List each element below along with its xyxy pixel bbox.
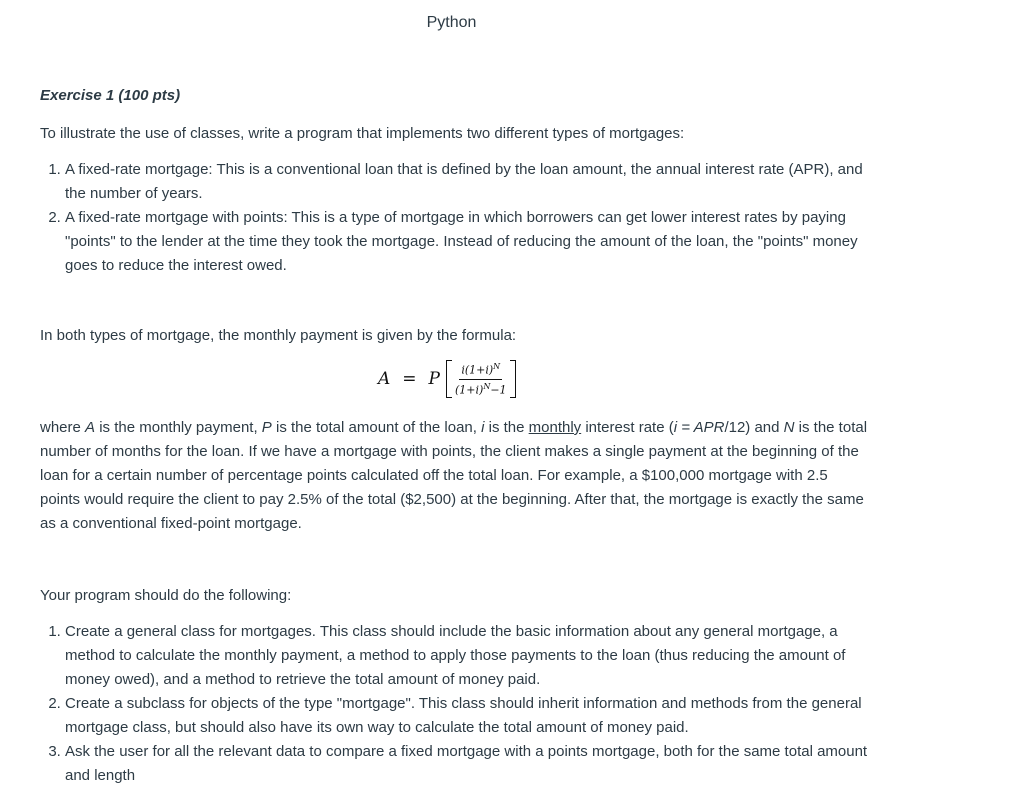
list-item: 1. Create a general class for mortgages. This class should include the basic information about any general mortgage, a method to calculate the monthly payment, a method to apply those payments to the loan (thus reducing the amount of money owed), and a method to retrieve the total amount of money paid. (65, 620, 870, 692)
intro-paragraph: To illustrate the use of classes, write a program that implements two different types of mortgages: (40, 125, 685, 142)
formula-numerator: $i(1+i)^N$ (459, 362, 502, 380)
exercise-heading: Exercise 1 (100 pts) (40, 87, 181, 104)
formula-denominator: $(1+i)^N-1$ (454, 381, 507, 397)
formula-bracket (446, 360, 516, 398)
list-item: 1. A fixed-rate mortgage: This is a conventional loan that is defined by the loan amount, the annual interest rate (APR), and the number of years. (65, 158, 870, 206)
page-title: Python (426, 14, 477, 31)
formula-lhs: A (378, 369, 391, 389)
list-item: 2. A fixed-rate mortgage with points: This is a type of mortgage in which borrowers can get lower interest rates by paying "points" to the lender at the time they took the mortgage. Instead of reducing the amount of the loan, the "points" money goes to reduce the interest owed. (65, 206, 870, 278)
formula-p: P (428, 369, 440, 389)
tasks-list (40, 620, 870, 788)
payment-formula (40, 354, 870, 404)
formula-description: where A is the monthly payment, P is the total amount of the loan, i is the monthly interest rate (i = APR/12) and N is the total number of months for the loan. If we have a mortgage with points, the client makes a single payment at the beginning of the loan for a certain number of percentage points calculated off the total loan. For example, a $100,000 mortgage with 2.5 points would require the client to pay 2.5% of the total ($2,500) at the beginning. After that, the mortgage is exactly the same as a conventional fixed-point mortgage. (40, 419, 868, 532)
mortgage-types-list (40, 158, 870, 278)
exercise-content (40, 86, 870, 788)
formula-fraction (453, 362, 509, 396)
list-item: 3. Ask the user for all the relevant data to compare a fixed mortgage with a points mortgage, both for the same total amount and length (65, 740, 870, 788)
list-item: 2. Create a subclass for objects of the type "mortgage". This class should inherit information and methods from the general mortgage class, but should also have its own way to calculate the total amount of money paid. (65, 692, 870, 740)
formula-equals: = (402, 369, 417, 389)
tasks-intro: Your program should do the following: (40, 587, 292, 604)
formula-intro: In both types of mortgage, the monthly payment is given by the formula: (40, 327, 517, 344)
